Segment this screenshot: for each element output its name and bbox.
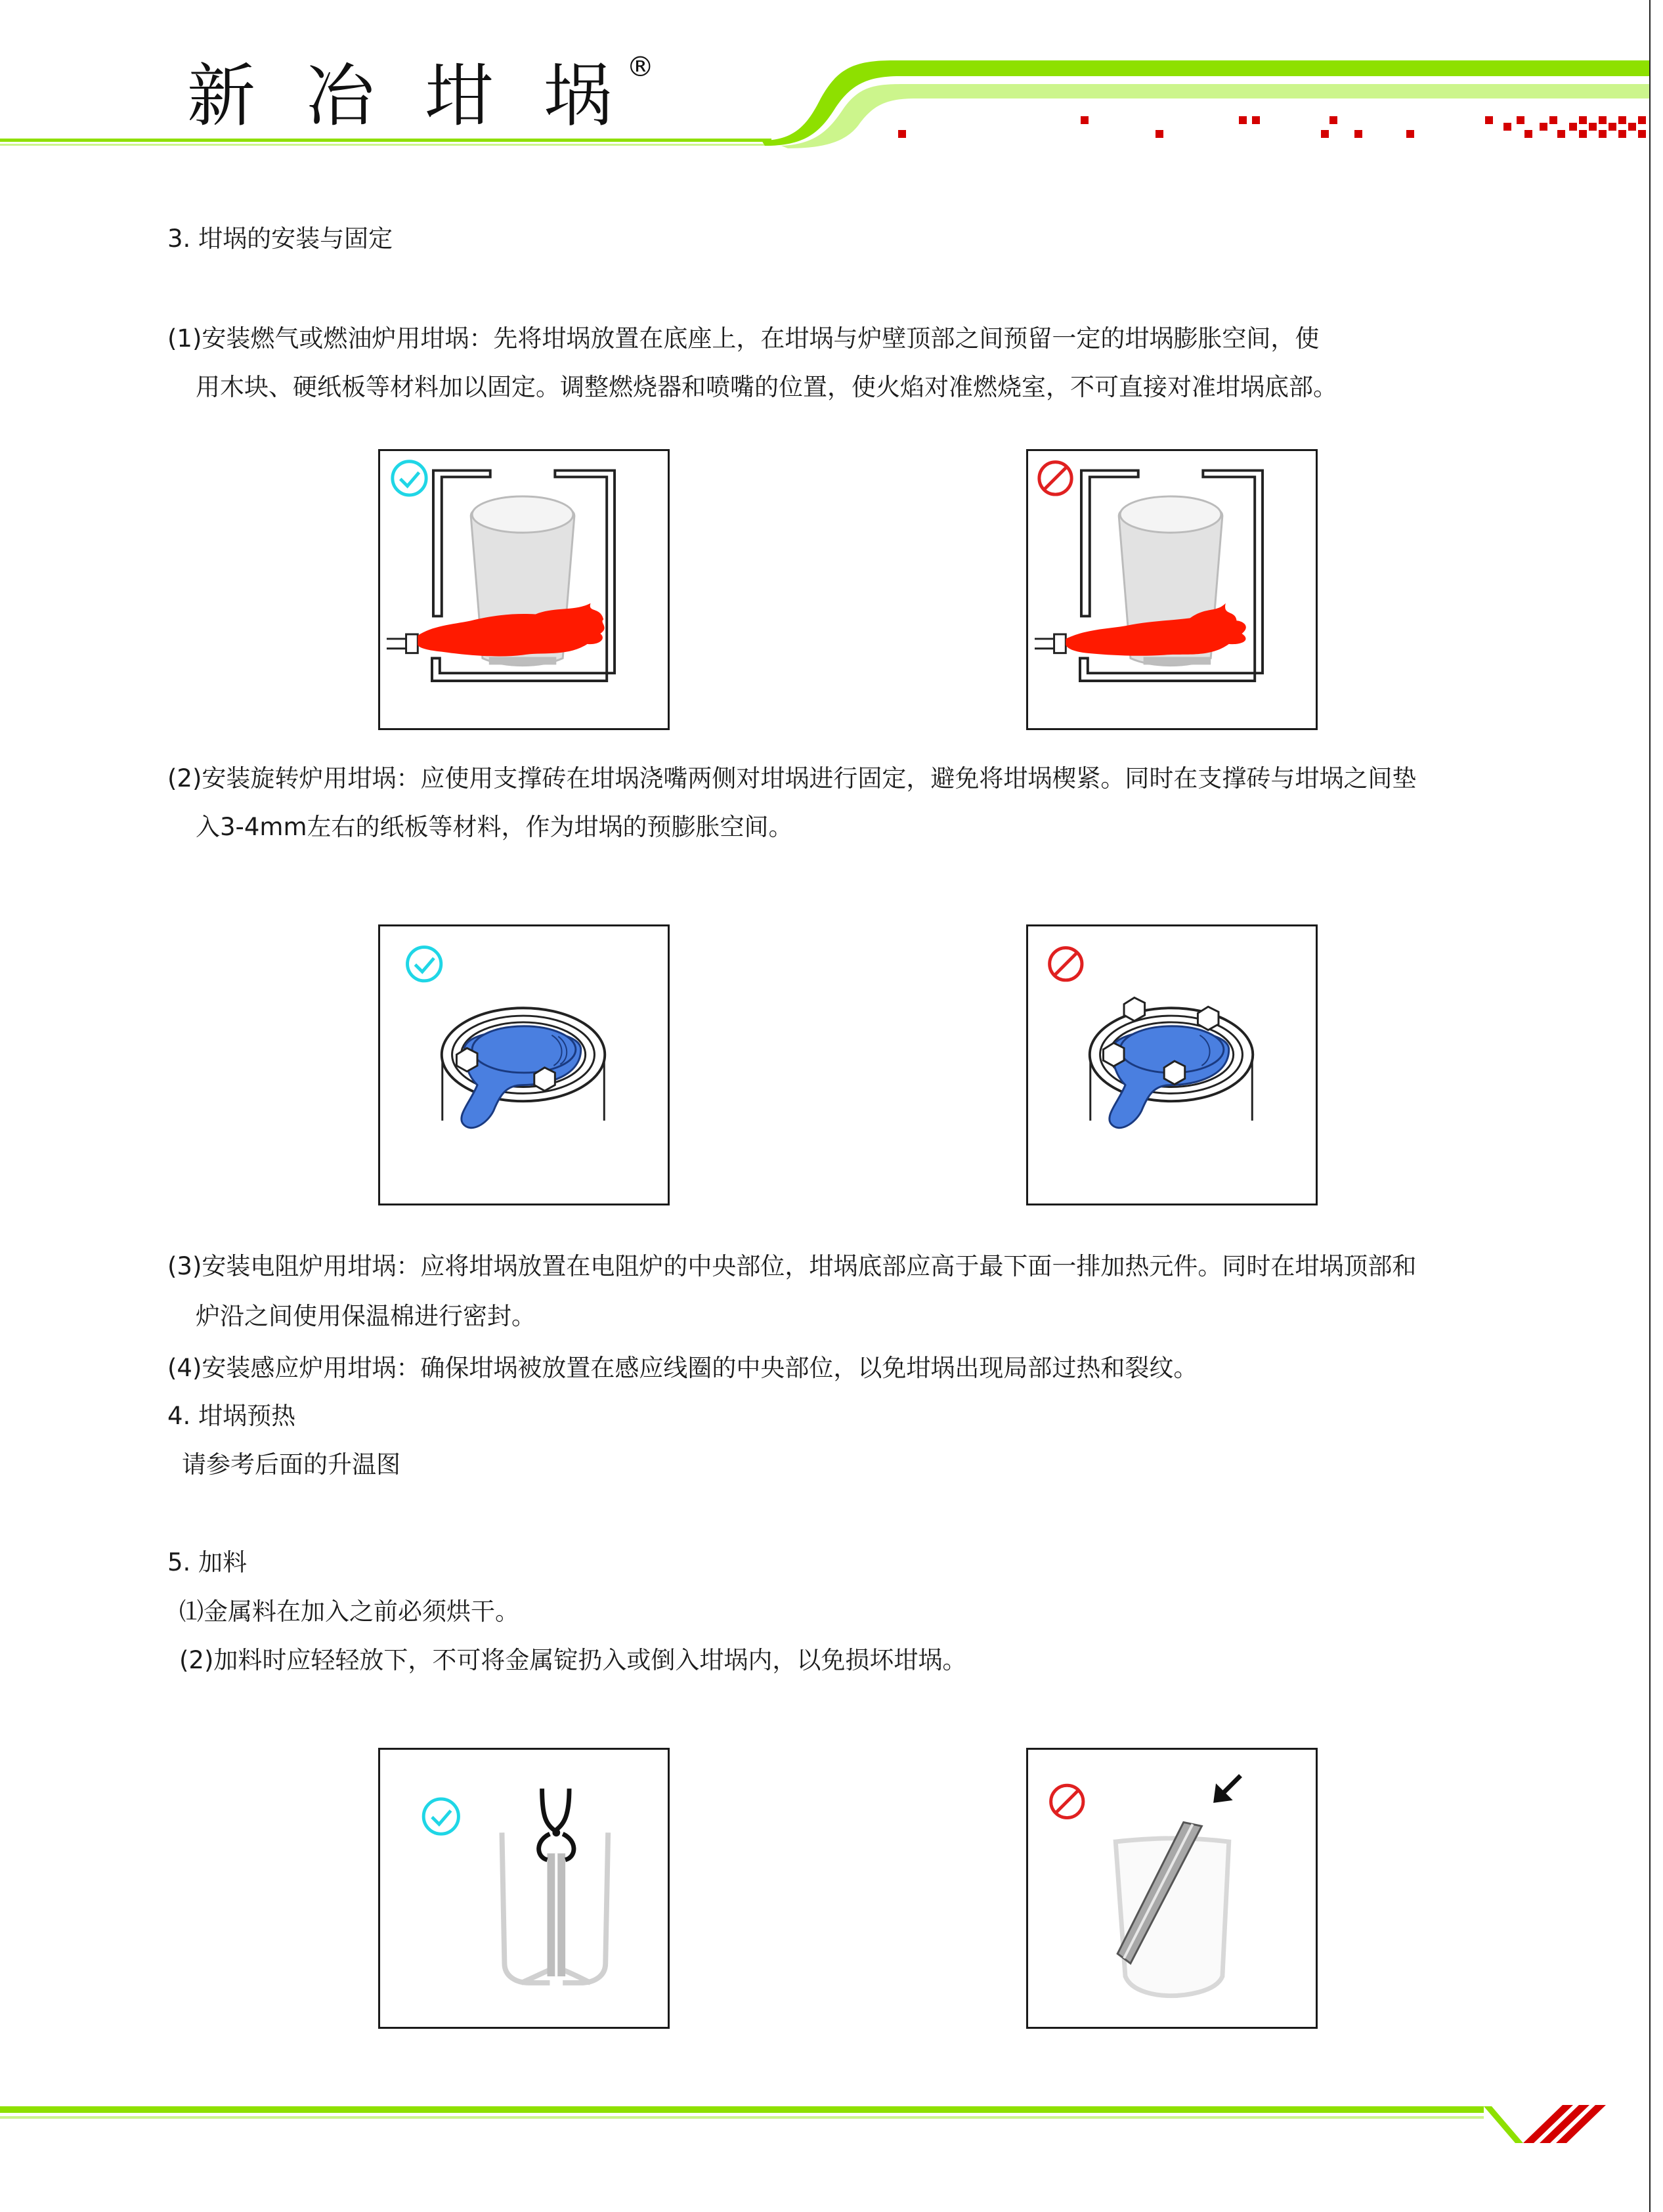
s5-p2: (2)加料时应轻轻放下，不可将金属锭扔入或倒入坩埚内，以免损坏坩埚。: [179, 1646, 967, 1674]
s3-p4: (4)安装感应炉用坩埚：确保坩埚被放置在感应线圈的中央部位，以免坩埚出现局部过热和裂纹。: [167, 1354, 1198, 1382]
illustration-charging-wrong: [1026, 1748, 1318, 2029]
illustration-rotary-furnace-correct: [378, 924, 670, 1205]
s3-p1-line2: 用木块、硬纸板等材料加以固定。调整燃烧器和喷嘴的位置，使火焰对准燃烧室，不可直接对准坩埚底部。: [196, 373, 1337, 401]
illustration-gas-furnace-correct: [378, 449, 670, 730]
s5-p1: ⑴金属料在加入之前必须烘干。: [179, 1597, 519, 1626]
prohibit-icon: [1050, 948, 1082, 980]
check-circle-icon: [393, 462, 426, 495]
s3-p3-line2: 炉沿之间使用保温棉进行密封。: [196, 1302, 536, 1330]
section-4-body: 请参考后面的升温图: [182, 1450, 400, 1479]
s3-p1-line1: (1)安装燃气或燃油炉用坩埚：先将坩埚放置在底座上，在坩埚与炉壁顶部之间预留一定的坩埚膨胀空间，使: [167, 324, 1320, 353]
page-frame-right: [1649, 0, 1651, 2212]
prohibit-icon: [1051, 1785, 1083, 1817]
check-circle-icon: [408, 947, 441, 981]
footer-decoration: [0, 2081, 1663, 2160]
section-4-title: 4. 坩埚预热: [167, 1402, 296, 1430]
illustration-charging-correct: [378, 1748, 670, 2029]
section-5-title: 5. 加料: [167, 1548, 248, 1576]
brand-title: 新 冶 坩 埚®: [187, 51, 655, 136]
illustration-gas-furnace-wrong: [1026, 449, 1318, 730]
section-3-title: 3. 坩埚的安装与固定: [167, 225, 393, 253]
s3-p2-line1: (2)安装旋转炉用坩埚：应使用支撑砖在坩埚浇嘴两侧对坩埚进行固定，避免将坩埚楔紧。同时在支撑砖与坩埚之间垫: [167, 764, 1417, 792]
illustration-rotary-furnace-wrong: [1026, 924, 1318, 1205]
check-circle-icon: [423, 1799, 458, 1834]
s3-p2-line2: 入3-4mm左右的纸板等材料，作为坩埚的预膨胀空间。: [196, 813, 793, 841]
s3-p3-line1: (3)安装电阻炉用坩埚：应将坩埚放置在电阻炉的中央部位，坩埚底部应高于最下面一排加热元件。同时在坩埚顶部和: [167, 1252, 1417, 1280]
prohibit-icon: [1039, 462, 1071, 494]
arrow-down-left-icon: [1213, 1775, 1240, 1802]
